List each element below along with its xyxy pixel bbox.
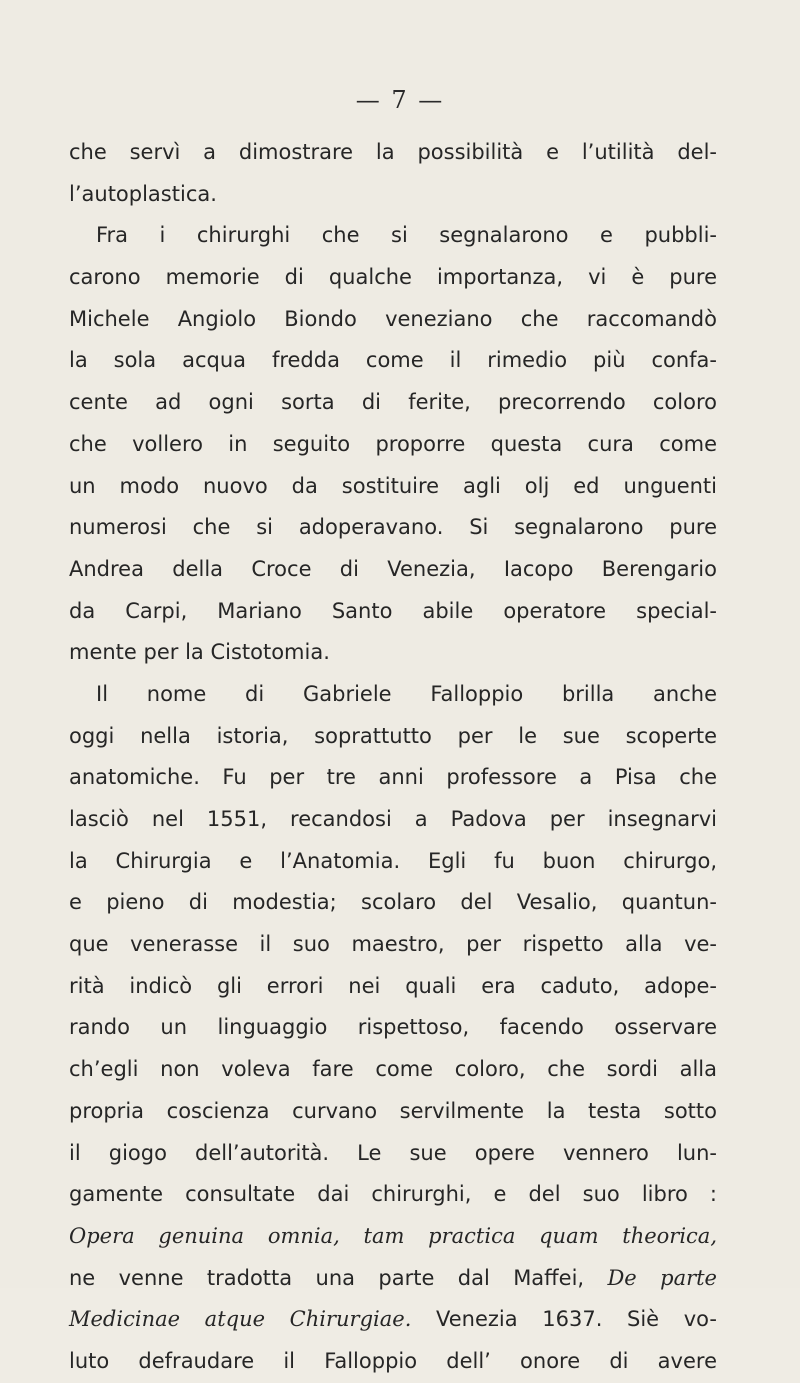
- text-line-italic-title: Opera genuina omnia, tam practica quam theorica,: [69, 1223, 717, 1248]
- text-line: e pieno di modestia; scolaro del Vesalio, quantun-: [69, 890, 717, 915]
- text-line: la sola acqua fredda come il rimedio più confa-: [69, 348, 717, 373]
- text-line: che servì a dimostrare la possibilità e l’utilità del-: [69, 140, 717, 164]
- text-line: gamente consultate dai chirurghi, e del suo libro :: [69, 1182, 717, 1207]
- text-line: rità indicò gli errori nei quali era caduto, adope-: [69, 973, 717, 998]
- italic-title-run: De parte: [607, 1265, 717, 1290]
- text-line: rando un linguaggio rispettoso, facendo osservare: [69, 1015, 717, 1040]
- text-line: Fra i chirurghi che si segnalarono e pubbli-: [96, 223, 717, 248]
- text-line: il giogo dell’autorità. Le sue opere vennero lun-: [69, 1140, 717, 1165]
- text-line: l’autoplastica.: [69, 181, 217, 206]
- text-line: un modo nuovo da sostituire agli olj ed unguenti: [69, 473, 717, 498]
- text-line: que venerasse il suo maestro, per rispetto alla ve-: [69, 932, 717, 957]
- text-line: mente per la Cistotomia.: [69, 640, 330, 665]
- text-line: Andrea della Croce di Venezia, Iacopo Berengario: [69, 556, 717, 581]
- text-line: luto defraudare il Falloppio dell’ onore di avere: [69, 1348, 717, 1373]
- text-line: da Carpi, Mariano Santo abile operatore special-: [69, 598, 717, 623]
- text-line: Il nome di Gabriele Falloppio brilla anche: [96, 681, 717, 706]
- text-line: che vollero in seguito proporre questa cura come: [69, 431, 717, 456]
- text-line: la Chirurgia e l’Anatomia. Egli fu buon chirurgo,: [69, 848, 717, 873]
- text-line: [69, 1299, 717, 1341]
- text-line: cente ad ogni sorta di ferite, precorrendo coloro: [69, 390, 717, 415]
- text-line: propria coscienza curvano servilmente la testa sotto: [69, 1098, 717, 1123]
- text-run: ne venne tradotta una parte dal Maffei,: [69, 1265, 608, 1290]
- text-run: Venezia 1637. Siè vo-: [411, 1307, 717, 1332]
- text-line: ch’egli non voleva fare come coloro, che sordi alla: [69, 1057, 717, 1082]
- text-line: oggi nella istoria, soprattutto per le sue scoperte: [69, 723, 717, 748]
- text-line: Michele Angiolo Biondo veneziano che raccomandò: [69, 306, 717, 331]
- text-line: carono memorie di qualche importanza, vi è pure: [69, 265, 717, 290]
- body-text: [69, 132, 717, 1383]
- text-line: anatomiche. Fu per tre anni professore a Pisa che: [69, 765, 717, 790]
- italic-title-run: Medicinae atque Chirurgiae.: [69, 1307, 412, 1332]
- text-line: lasciò nel 1551, recandosi a Padova per insegnarvi: [69, 807, 717, 831]
- page-number-header: — 7 —: [355, 86, 445, 114]
- text-line: numerosi che si adoperavano. Si segnalarono pure: [69, 515, 717, 540]
- text-line: [69, 1258, 717, 1300]
